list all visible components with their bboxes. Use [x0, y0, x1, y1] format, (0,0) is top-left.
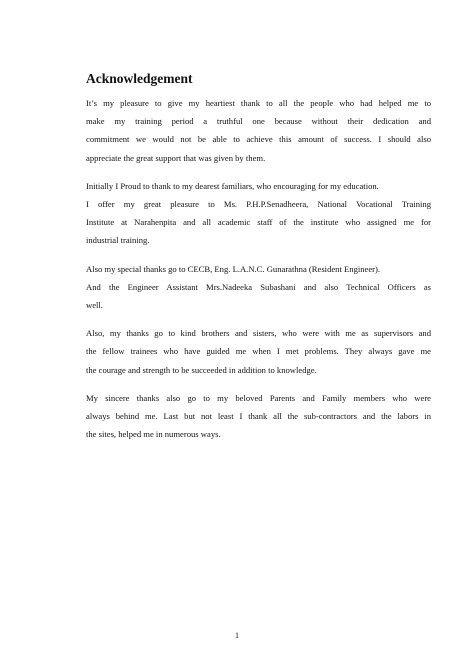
acknowledgement-paragraph-5	[86, 389, 431, 444]
page-number: 1	[235, 631, 239, 640]
paragraph-line: the courage and strength to be succeeded in addition to knowledge.	[86, 364, 317, 375]
paragraph-line: industrial training.	[86, 235, 150, 246]
paragraph-line: Also, my thanks go to kind brothers and sisters, who were with me as supervisors and	[86, 328, 431, 339]
paragraph-line: well.	[86, 300, 103, 311]
paragraph-line: It’s my pleasure to give my heartiest thank to all the people who had helped me to	[86, 98, 431, 108]
acknowledgement-paragraph-4	[86, 324, 431, 379]
paragraph-line: I offer my great pleasure to Ms. P.H.P.Senadheera, National Vocational Training	[86, 199, 431, 210]
paragraph-line: make my training period a truthful one because without their dedication and	[86, 116, 431, 127]
paragraph-line: Also my special thanks go to CECB, Eng. L.A.N.C. Gunarathna (Resident Engineer).	[86, 263, 381, 274]
paragraph-line: Institute at Narahenpita and all academic staff of the institute who assigned me for	[86, 217, 431, 228]
paragraph-line: the fellow trainees who have guided me when I met problems. They always gave me	[86, 346, 431, 357]
paragraph-line: Initially I Proud to thank to my dearest familiars, who encouraging for my education.	[86, 180, 379, 191]
page-title: Acknowledgement	[86, 71, 193, 86]
acknowledgement-paragraph-1	[86, 94, 431, 167]
paragraph-line: commitment we would not be able to achieve this amount of success. I should also	[86, 134, 431, 145]
paragraph-line: And the Engineer Assistant Mrs.Nadeeka Subashani and also Technical Officers as	[86, 281, 431, 292]
page-content	[86, 70, 431, 453]
paragraph-line: the sites, helped me in numerous ways.	[86, 429, 221, 440]
acknowledgement-paragraph-2	[86, 177, 431, 250]
paragraph-line: My sincere thanks also go to my beloved Parents and Family members who were	[86, 392, 431, 403]
paragraph-line: appreciate the great support that was given by them.	[86, 152, 266, 163]
paragraph-line: always behind me. Last but not least I thank all the sub-contractors and the labors in	[86, 411, 431, 422]
acknowledgement-paragraph-3	[86, 260, 431, 315]
